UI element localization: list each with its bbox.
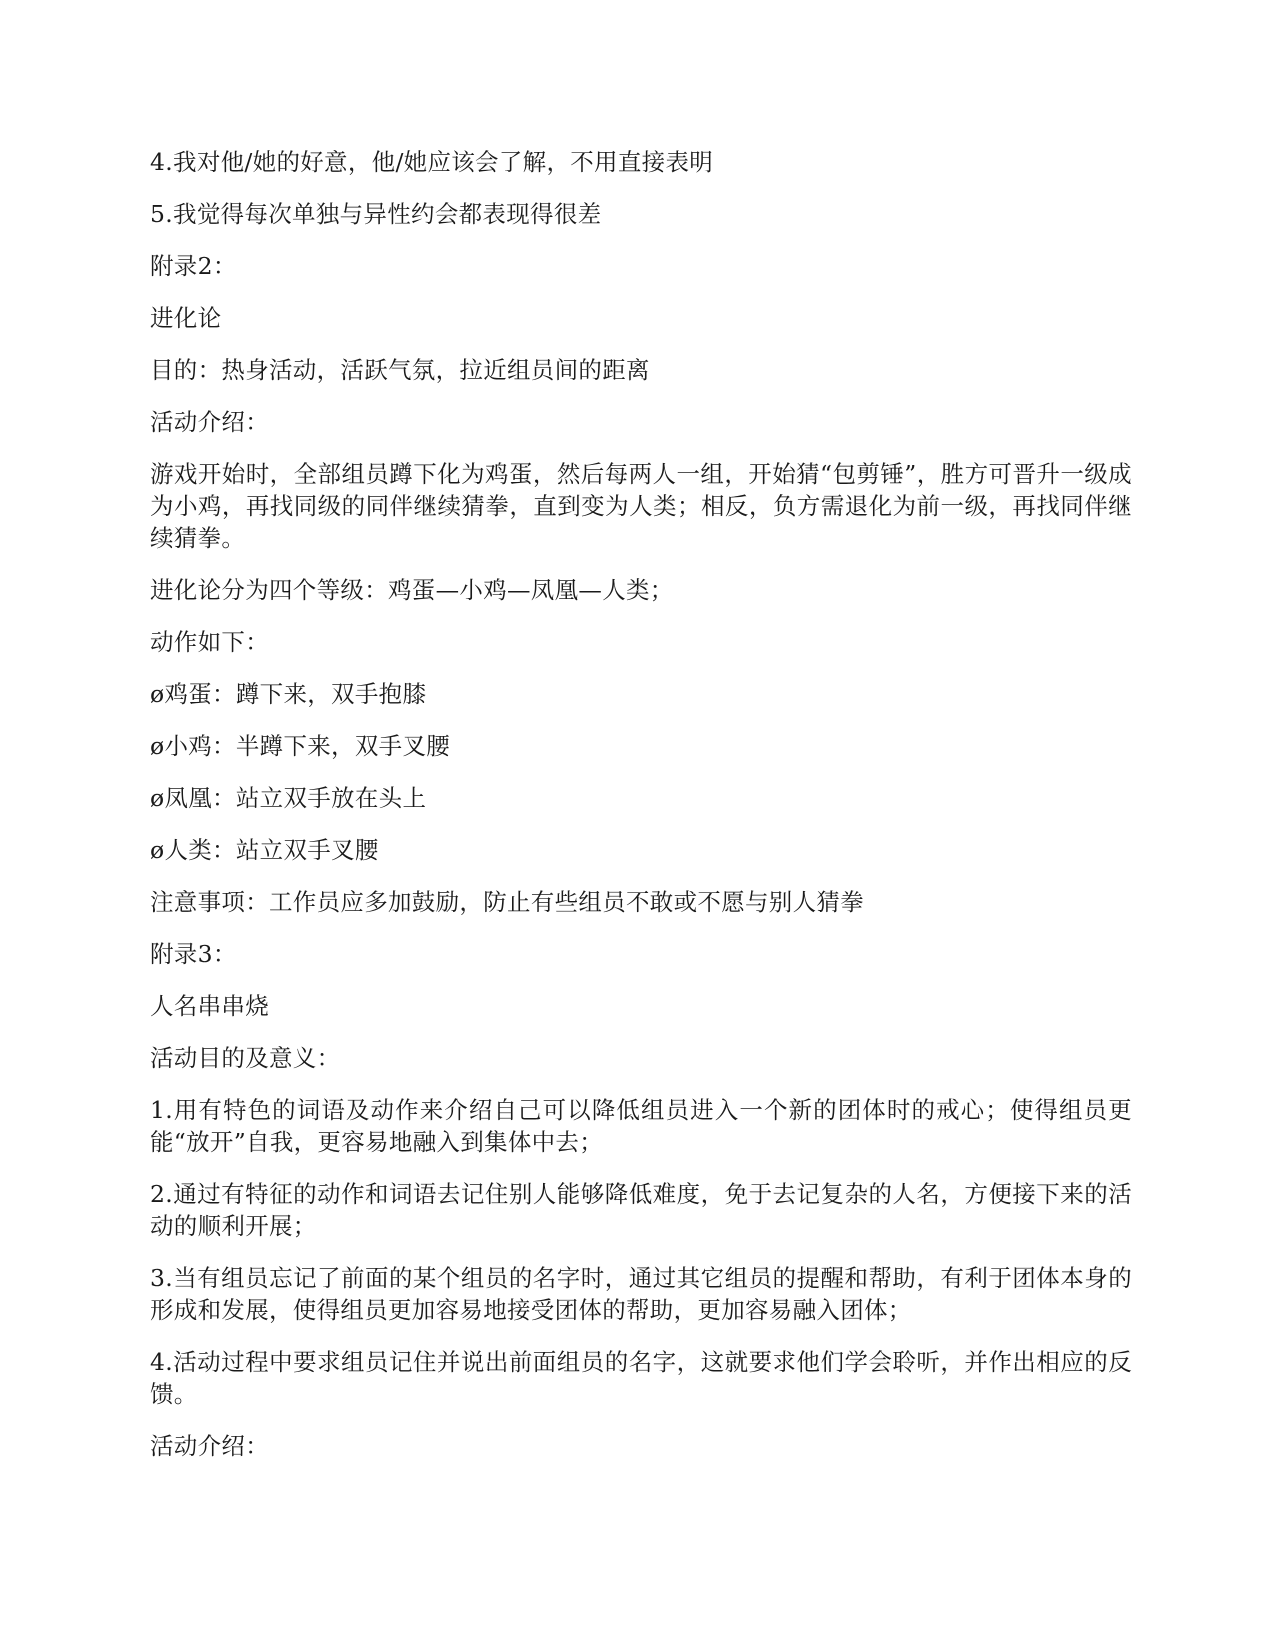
purpose-item-2: 2.通过有特征的动作和词语去记住别人能够降低难度，免于去记复杂的人名，方便接下来的活动的顺利开展； (150, 1180, 1132, 1240)
purpose-item-4: 4.活动过程中要求组员记住并说出前面组员的名字，这就要求他们学会聆听，并作出相应的反馈。 (150, 1348, 1132, 1408)
action-chick: ø小鸡：半蹲下来，双手叉腰 (150, 732, 451, 760)
paragraph-item-5: 5.我觉得每次单独与异性约会都表现得很差 (150, 200, 602, 228)
action-egg: ø鸡蛋：蹲下来，双手抱膝 (150, 680, 427, 708)
purpose-item-1: 1.用有特色的词语及动作来介绍自己可以降低组员进入一个新的团体时的戒心；使得组员更能“放开”自我，更容易地融入到集体中去； (150, 1096, 1132, 1156)
purpose-item-3: 3.当有组员忘记了前面的某个组员的名字时，通过其它组员的提醒和帮助，有利于团体本身的形成和发展，使得组员更加容易地接受团体的帮助，更加容易融入团体； (150, 1264, 1132, 1324)
action-human: ø人类：站立双手叉腰 (150, 836, 379, 864)
action-phoenix: ø凤凰：站立双手放在头上 (150, 784, 427, 812)
appendix-3-heading: 附录3： (150, 940, 237, 968)
activity-intro-text: 游戏开始时，全部组员蹲下化为鸡蛋，然后每两人一组，开始猜“包剪锤”，胜方可晋升一级成为小鸡，再找同级的同伴继续猜拳，直到变为人类；相反，负方需退化为前一级，再找同伴继续猜拳。 (150, 460, 1132, 552)
activity-title-name-chain: 人名串串烧 (150, 992, 269, 1020)
activity-intro-label: 活动介绍： (150, 408, 269, 436)
paragraph-item-4: 4.我对他/她的好意，他/她应该会了解，不用直接表明 (150, 148, 714, 176)
document-body (150, 146, 1132, 1482)
actions-label: 动作如下： (150, 628, 269, 656)
activity-intro-label-2: 活动介绍： (150, 1432, 269, 1460)
appendix-2-heading: 附录2： (150, 252, 237, 280)
activity-purpose: 目的：热身活动，活跃气氛，拉近组员间的距离 (150, 356, 650, 384)
notes-text: 注意事项：工作员应多加鼓励，防止有些组员不敢或不愿与别人猜拳 (150, 888, 864, 916)
purpose-meaning-label: 活动目的及意义： (150, 1044, 341, 1072)
evolution-levels: 进化论分为四个等级：鸡蛋—小鸡—凤凰—人类； (150, 576, 674, 604)
activity-title-evolution: 进化论 (150, 304, 222, 332)
